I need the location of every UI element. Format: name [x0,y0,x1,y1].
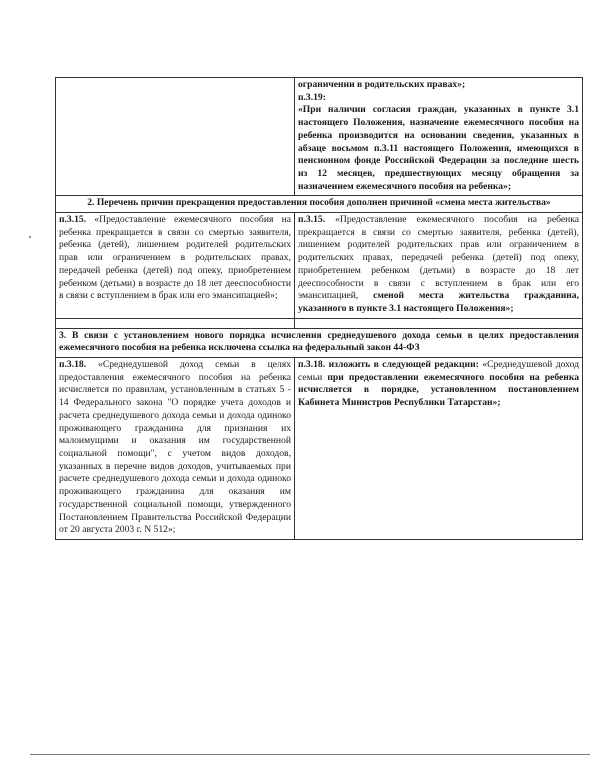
spacer-row [56,318,583,328]
scan-speck [29,236,31,238]
row2-left-text: «Предоставление ежемесячного пособия на ребенка прекращается в связи со смертью заявителя, ребенка (детей), лишением родителей родительских прав или ограничением в родительских правах, передачей ребенка (детей) под опеку, приобретением ребенком (детьми) в возрасте до 18 лет дееспособности в связи с вступлением в брак или его эмансипацией»; [59,214,291,302]
row1-right-point: п.3.19: [298,91,326,103]
row3-left-cell [56,358,295,540]
row3-right-cell [295,358,583,540]
row2-left-number: п.3.15. [59,214,87,226]
row3-left-text: «Среднедушевой доход семьи в целях предоставления ежемесячного пособия на ребенка исчисляется по правилам, установленным в статьях 5 - 14 Федерального закона "О порядке учета доходов и расчета среднедушевого дохода семьи и дохода одиноко проживающего гражданина для признания их малоимущими и оказания им государственной социальной помощи", с учетом видов доходов, указанных в перечне видов доходов, учитываемых при расчете среднедушевого дохода семьи и дохода одиноко проживающего гражданина для оказания им государственной социальной помощи, утвержденного Постановлением Правительства Российской Федерации от 20 августа 2003 г. N 512»; [59,359,291,536]
comparison-table [55,77,583,540]
row3-right-intro: изложить в следующей редакции: [328,359,479,371]
row2-left-paragraph [59,214,291,303]
spacer-left [56,318,295,328]
row2-right-paragraph [298,214,579,316]
section-heading-row [56,328,583,357]
row3-right-bold-text: при предоставлении ежемесячного пособия на ребенка исчисляется в порядке, установленном постановлением Кабинета Министров Республики Татарстан»; [298,371,579,409]
row1-left-cell [56,78,295,196]
row3-left-paragraph [59,359,291,537]
section-2-heading: 2. Перечень причин прекращения предоставления пособия дополнен причиной «смена места жительства» [56,196,583,213]
row1-right-text: «При наличии согласия граждан, указанных в пункте 3.1 настоящего Положения, назначение ежемесячного пособия на ребенка производится на основании сведения, указанных в абзаце восьмом п.3.11 настоящего Положения, имеющихся в пенсионном фонде Российской Федерации за последние шесть из 12 месяцев, предшествующих месяцу обращения за назначением ежемесячного пособия на ребенка»; [298,104,579,192]
section-3-heading: 3. В связи с установлением нового порядка исчисления среднедушевого дохода семьи в целях предоставления ежемесячного пособия на ребенка исключена ссылка на федеральный закон 44-ФЗ [56,328,583,357]
row2-right-number: п.3.15. [298,214,326,226]
row3-right-number: п.3.18. [298,359,326,371]
spacer-right [295,318,583,328]
table-row [56,358,583,540]
row2-right-bold-text: сменой места жительства гражданина, указанного в пункте 3.1 настоящего Положения»; [298,290,579,314]
table-row [56,213,583,319]
row1-right-cell [295,78,583,196]
row2-left-cell [56,213,295,319]
row3-right-plain: «Среднедушевой доход семьи [298,359,580,383]
row2-right-text: «Предоставление ежемесячного пособия на ребенка прекращается в связи со смертью заявителя, ребенка (детей), лишением родителей родительских прав или ограничением в родительских правах, передачей ребенка (детей) под опеку, приобретением ребенком (детьми) в возрасте до 18 лет дееспособности в связи с вступлением в брак или его эмансипацией, [298,214,579,302]
table-row [56,78,583,196]
row3-right-paragraph [298,359,579,410]
row2-right-cell [295,213,583,319]
footer-rule [30,754,590,755]
row3-left-number: п.3.18. [59,359,87,371]
row1-right-line-a: ограничении в родительских правах»; [298,79,466,90]
section-heading-row [56,196,583,213]
